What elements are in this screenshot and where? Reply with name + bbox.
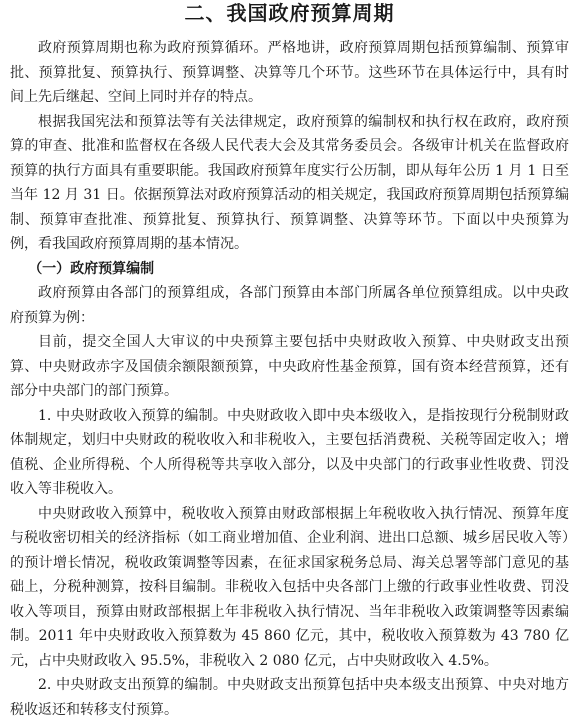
body-paragraph: 1. 中央财政收入预算的编制。中央财政收入即中央本级收入，是指按现行分税制财政体制规定，划归中央财政的税收收入和非税收入，主要包括消费税、关税等固定收入；增值税、企业所得税、个人所得税等共享收入部分，以及中央部门的行政事业性收费、罚没收入等非税收入。 <box>10 407 569 497</box>
body-paragraph: 政府预算周期也称为政府预算循环。严格地讲，政府预算周期包括预算编制、预算审批、预算批复、预算执行、预算调整、决算等几个环节。这些环节在具体运行中，具有时间上先后继起、空间上同时并存的特点。 <box>10 40 569 105</box>
body-paragraph: 政府预算由各部门的预算组成，各部门预算由本部门所属各单位预算组成。以中央政府预算为例： <box>10 285 569 326</box>
section-heading: （一）政府预算编制 <box>28 260 155 277</box>
page-title: 二、我国政府预算周期 <box>184 1 395 25</box>
body-paragraph: 2. 中央财政支出预算的编制。中央财政支出预算包括中央本级支出预算、中央对地方税收返还和转移支付预算。 <box>10 677 569 718</box>
body-paragraph: 目前，提交全国人大审议的中央预算主要包括中央财政收入预算、中央财政支出预算、中央财政赤字及国债余额限额预算，中央政府性基金预算，国有资本经营预算，还有部分中央部门的部门预算。 <box>10 334 569 399</box>
body-paragraph: 根据我国宪法和预算法等有关法律规定，政府预算的编制权和执行权在政府，政府预算的审查、批准和监督权在各级人民代表大会及其常务委员会。各级审计机关在监督政府预算的执行方面具有重要职能。我国政府预算年度实行公历制，即从每年公历 1 月 1 日至当年 12 月 31 日。依据预算法对政府预算活动的相关规定，我国政府预算周期包括预算编制、预算审查批准、预算批复、预算执行、预算调整、决算等环节。下面以中央预算为例，看我国政府预算周期的基本情况。 <box>10 113 569 252</box>
body-paragraph: 中央财政收入预算中，税收收入预算由财政部根据上年税收收入执行情况、预算年度与税收密切相关的经济指标（如工商业增加值、企业利润、进出口总额、城乡居民收入等）的预计增长情况，税收政策调整等因素，在征求国家税务总局、海关总署等部门意见的基础上，分税种测算，按科目编制。非税收入包括中央各部门上缴的行政事业性收费、罚没收入等项目，预算由财政部根据上年非税收入执行情况、当年非税收入政策调整等因素编制。2011 年中央财政收入预算数为 45 860 亿元，其中，税收收入预算数为 43 780 亿元，占中央财政收入 95.5%，非税收入 2 080 亿元，占中央财政收入 4.5%。 <box>10 505 569 669</box>
